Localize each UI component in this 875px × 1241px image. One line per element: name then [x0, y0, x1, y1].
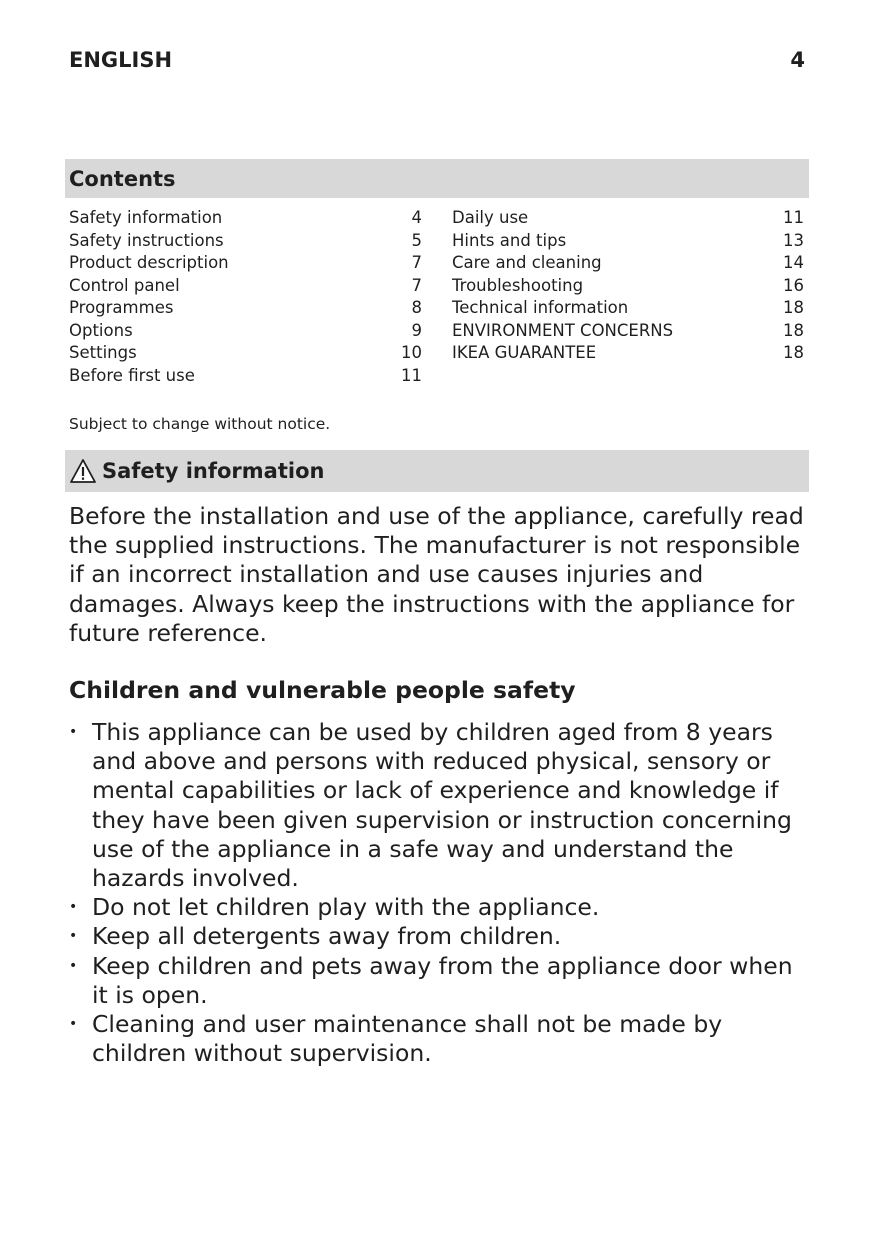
bullet-marker: •: [69, 1016, 78, 1033]
toc-entry-label: Control panel: [69, 275, 180, 295]
toc-entry-page: 8: [411, 298, 422, 317]
toc-entry-label: Options: [69, 320, 133, 340]
toc-entry-page: 7: [411, 275, 422, 295]
toc-entry[interactable]: [69, 275, 422, 298]
toc-entry-page: 9: [411, 320, 422, 340]
toc-entry-label: Troubleshooting: [452, 275, 584, 295]
list-item: [69, 952, 814, 1010]
page-number: 4: [790, 48, 805, 72]
children-safety-heading: Children and vulnerable people safety: [69, 676, 576, 704]
toc-entry-label: Product description: [69, 253, 229, 272]
language-label: ENGLISH: [69, 48, 173, 72]
toc-entry[interactable]: [452, 320, 804, 343]
list-item-text: This appliance can be used by children aged from 8 years and above and persons with reduced physical, sensory or mental capabilities or lack of experience and knowledge if they have been given supervision or instruction concerning use of the appliance in a safe way and understand the hazards involved.: [92, 718, 792, 893]
toc-entry-label: ENVIRONMENT CONCERNS: [452, 320, 674, 340]
toc-entry-label: Before first use: [69, 365, 195, 385]
toc-entry[interactable]: [69, 342, 422, 365]
toc-entry[interactable]: [69, 365, 422, 388]
safety-intro-paragraph: Before the installation and use of the appliance, carefully read the supplied instructions. The manufacturer is not responsible if an incorrect installation and use causes injuries and damages. Always keep the instructions with the appliance for future reference.: [69, 502, 804, 647]
toc-entry-page: 14: [783, 253, 804, 272]
list-item-text: Keep children and pets away from the appliance door when it is open.: [92, 951, 793, 1009]
toc-entry-label: Programmes: [69, 298, 174, 317]
toc-entry-page: 16: [783, 275, 804, 295]
list-item-text: Do not let children play with the appliance.: [92, 893, 600, 922]
safety-title: Safety information: [102, 459, 325, 483]
toc-entry-label: Daily use: [452, 208, 529, 227]
toc-entry[interactable]: [69, 207, 422, 230]
warning-triangle-icon: [69, 458, 97, 484]
bullet-marker: •: [69, 928, 78, 945]
toc-entry-page: 11: [783, 208, 804, 227]
contents-title: Contents: [69, 166, 176, 191]
toc-entry[interactable]: [452, 230, 804, 253]
toc-entry-page: 10: [401, 343, 422, 362]
toc-entry-label: IKEA GUARANTEE: [452, 343, 597, 362]
toc-entry-page: 18: [783, 343, 804, 362]
list-item-text: Cleaning and user maintenance shall not be made by children without supervision.: [92, 1010, 723, 1068]
toc-entry-page: 4: [411, 208, 422, 227]
list-item: [69, 1010, 814, 1068]
toc-entry-page: 7: [411, 253, 422, 272]
page-header: [69, 47, 805, 73]
toc-entry-label: Care and cleaning: [452, 253, 602, 272]
toc-entry-label: Safety instructions: [69, 230, 224, 250]
toc-entry-page: 18: [783, 320, 804, 340]
bullet-marker: •: [69, 899, 78, 916]
toc-entry[interactable]: [452, 207, 804, 230]
list-item: [69, 893, 814, 922]
toc-entry[interactable]: [69, 230, 422, 253]
toc-entry[interactable]: [452, 297, 804, 320]
toc-entry-label: Hints and tips: [452, 230, 567, 250]
toc-entry[interactable]: [69, 252, 422, 275]
list-item: [69, 718, 814, 893]
toc-entry-page: 5: [411, 230, 422, 250]
toc-entry[interactable]: [452, 275, 804, 298]
toc-entry-label: Technical information: [452, 298, 629, 317]
toc-right-column: [452, 207, 804, 365]
toc-entry[interactable]: [452, 252, 804, 275]
change-notice: Subject to change without notice.: [69, 415, 331, 433]
toc-entry-page: 11: [401, 365, 422, 385]
toc-left-column: [69, 207, 422, 387]
bullet-marker: •: [69, 957, 78, 974]
children-safety-list: [69, 718, 814, 1068]
contents-heading-bar: [65, 159, 809, 198]
list-item: [69, 922, 814, 951]
safety-heading-bar: [65, 450, 809, 492]
toc-entry[interactable]: [69, 320, 422, 343]
toc-entry-page: 18: [783, 298, 804, 317]
toc-entry-page: 13: [783, 230, 804, 250]
list-item-text: Keep all detergents away from children.: [92, 922, 562, 951]
toc-entry-label: Settings: [69, 343, 137, 362]
toc-entry-label: Safety information: [69, 208, 223, 227]
bullet-marker: •: [69, 724, 78, 740]
toc-entry[interactable]: [69, 297, 422, 320]
toc-entry[interactable]: [452, 342, 804, 365]
